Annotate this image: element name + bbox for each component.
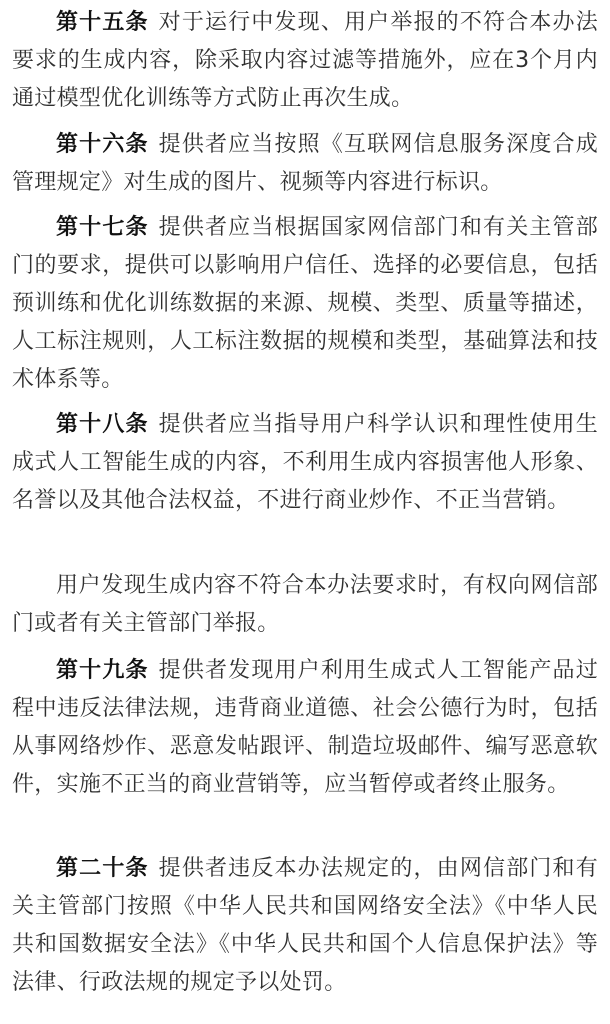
paragraph-article-19 <box>12 652 598 804</box>
article-number: 第十五条 <box>56 10 149 35</box>
article-number: 第十六条 <box>56 132 149 157</box>
article-text: 对于运行中发现、用户举报的不符合本办法要求的生成内容，除采取内容过滤等措施外，应在3个月内通过模型优化训练等方式防止再次生成。 <box>12 10 598 111</box>
article-text: 提供者违反本办法规定的，由网信部门和有关主管部门按照《中华人民共和国网络安全法》《中华人民共和国数据安全法》《中华人民共和国个人信息保护法》等法律、行政法规的规定予以处罚。 <box>12 856 598 995</box>
article-number: 第十八条 <box>56 412 149 437</box>
article-number: 第十九条 <box>56 658 149 683</box>
article-text: 提供者应当按照《互联网信息服务深度合成管理规定》对生成的图片、视频等内容进行标识。 <box>12 132 598 195</box>
article-text: 提供者应当指导用户科学认识和理性使用生成式人工智能生成的内容，不利用生成内容损害他人形象、名誉以及其他合法权益，不进行商业炒作、不正当营销。 <box>12 412 598 513</box>
article-text: 提供者发现用户利用生成式人工智能产品过程中违反法律法规，违背商业道德、社会公德行为时，包括从事网络炒作、恶意发帖跟评、制造垃圾邮件、编写恶意软件，实施不正当的商业营销等，应当暂停或者终止服务。 <box>12 658 598 797</box>
article-number: 第二十条 <box>56 856 149 881</box>
paragraph-user-report <box>12 567 598 643</box>
paragraph-article-18 <box>12 406 598 520</box>
article-number: 第十七条 <box>56 215 149 240</box>
paragraph-text: 用户发现生成内容不符合本办法要求时，有权向网信部门或者有关主管部门举报。 <box>12 573 598 636</box>
paragraph-article-16 <box>12 126 598 202</box>
paragraph-article-15 <box>12 4 598 118</box>
article-text: 提供者应当根据国家网信部门和有关主管部门的要求，提供可以影响用户信任、选择的必要信息，包括预训练和优化训练数据的来源、规模、类型、质量等描述，人工标注规则，人工标注数据的规模和类型，基础算法和技术体系等。 <box>12 215 598 392</box>
paragraph-article-20 <box>12 850 598 1002</box>
paragraph-article-17 <box>12 209 598 399</box>
